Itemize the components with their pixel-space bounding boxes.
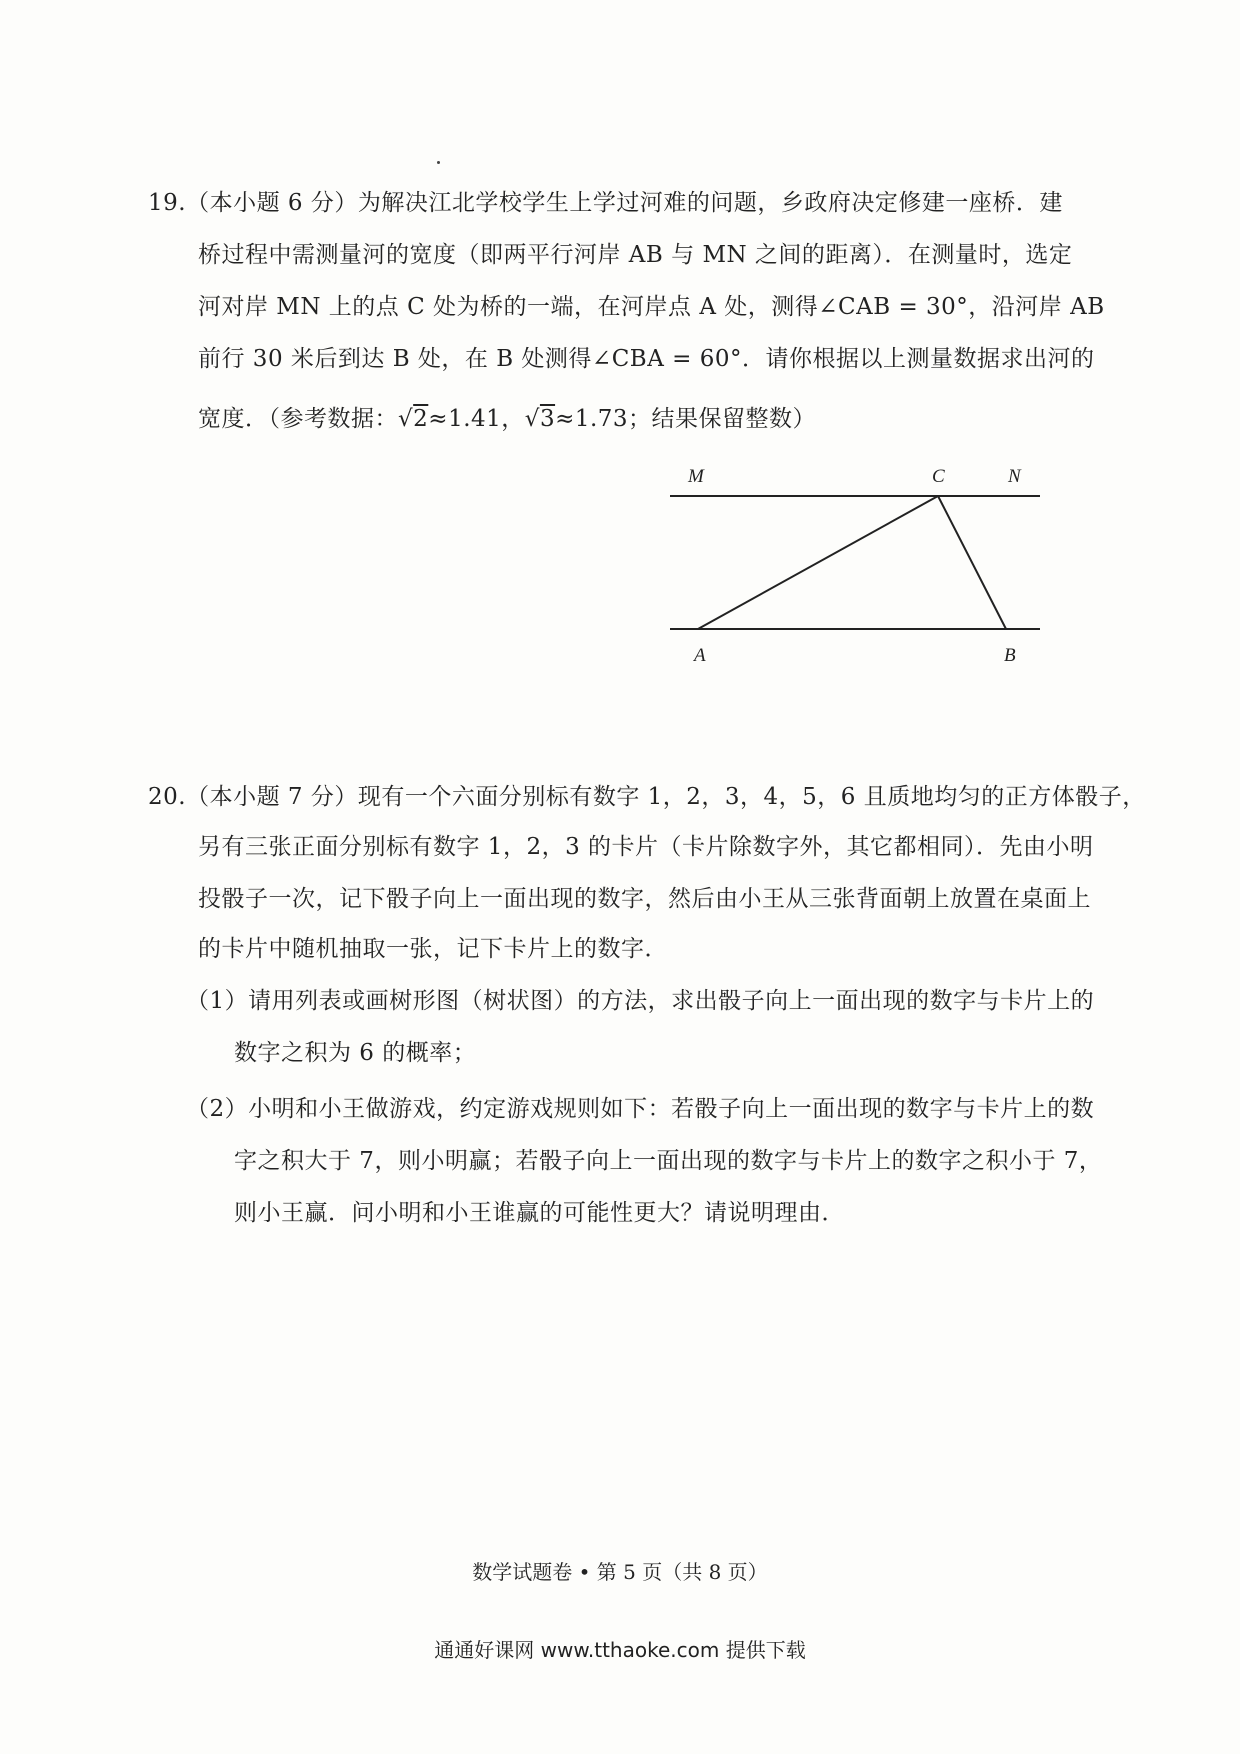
q19-line-4: 前行 30 米后到达 B 处，在 B 处测得∠CBA = 60°．请你根据以上测量数据求出河的 xyxy=(198,346,1095,372)
river-diagram xyxy=(670,462,1070,672)
q20-line-3: 投骰子一次，记下骰子向上一面出现的数字，然后由小王从三张背面朝上放置在桌面上 xyxy=(198,886,1091,912)
label-b: B xyxy=(1004,645,1016,666)
page-footer: 数学试题卷 • 第 5 页（共 8 页） xyxy=(472,1560,768,1584)
download-source: 通通好课网 www.tthaoke.com 提供下载 xyxy=(434,1638,806,1662)
q20-part-2-line-3: 则小王赢．问小明和小王谁赢的可能性更大？请说明理由． xyxy=(234,1200,845,1226)
sqrt-2: √2 xyxy=(398,406,429,432)
q20-line-2: 另有三张正面分别标有数字 1，2，3 的卡片（卡片除数字外，其它都相同）．先由小明 xyxy=(198,834,1094,860)
q20-line-4: 的卡片中随机抽取一张，记下卡片上的数字． xyxy=(198,936,668,962)
segment-bc xyxy=(938,496,1006,629)
q20-part-1-line-2: 数字之积为 6 的概率； xyxy=(234,1040,477,1066)
label-c: C xyxy=(932,466,945,487)
label-a: A xyxy=(694,645,706,666)
q20-part-1-line-1: （1）请用列表或画树形图（树状图）的方法，求出骰子向上一面出现的数字与卡片上的 xyxy=(186,988,1095,1014)
q19-line-1: 19.（本小题 6 分）为解决江北学校学生上学过河难的问题，乡政府决定修建一座桥．建 xyxy=(148,190,1063,216)
sqrt-3: √3 xyxy=(524,406,556,432)
q19-line-3: 河对岸 MN 上的点 C 处为桥的一端，在河岸点 A 处，测得∠CAB = 30°，沿河岸 AB xyxy=(198,294,1105,320)
scan-speck xyxy=(437,161,440,164)
q19-number: 19. xyxy=(148,190,187,216)
q20-line-1: 20.（本小题 7 分）现有一个六面分别标有数字 1，2，3，4，5，6 且质地均匀的正方体骰子， xyxy=(148,784,1146,810)
segment-ac xyxy=(698,496,938,629)
q19-line-5: 宽度．（参考数据：√2≈1.41，√3≈1.73；结果保留整数） xyxy=(198,406,817,432)
q19-line-2: 桥过程中需测量河的宽度（即两平行河岸 AB 与 MN 之间的距离）．在测量时，选定 xyxy=(198,242,1073,268)
q20-part-2-line-2: 字之积大于 7，则小明赢；若骰子向上一面出现的数字与卡片上的数字之积小于 7， xyxy=(234,1148,1103,1174)
q20-number: 20. xyxy=(148,784,187,810)
label-n: N xyxy=(1008,466,1021,487)
q20-part-2-line-1: （2）小明和小王做游戏，约定游戏规则如下：若骰子向上一面出现的数字与卡片上的数 xyxy=(186,1096,1095,1122)
label-m: M xyxy=(688,466,704,487)
